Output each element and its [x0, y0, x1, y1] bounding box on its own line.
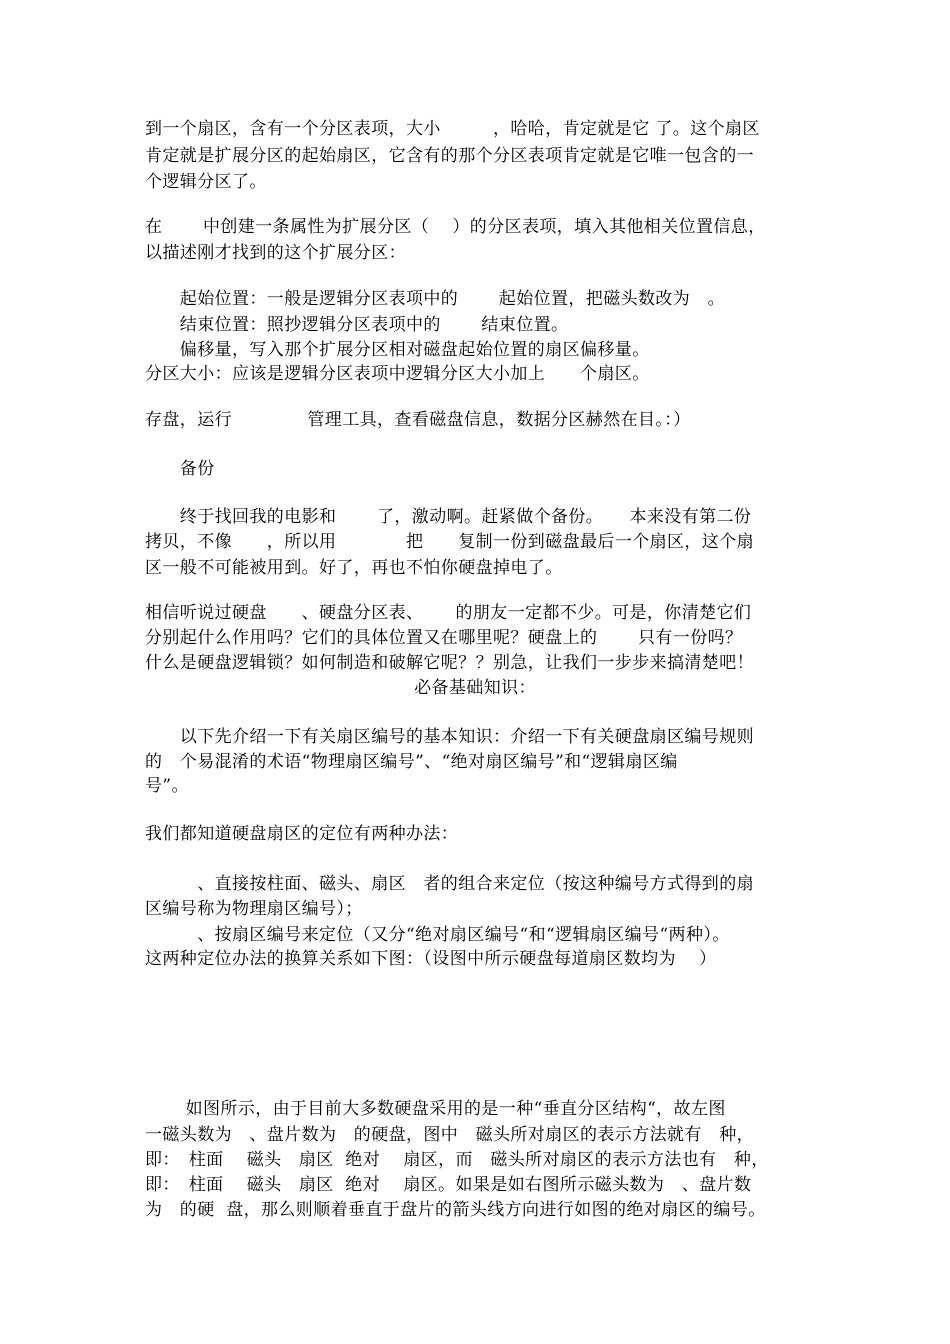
text-line: 在 中创建一条属性为扩展分区（ ）的分区表项，填入其他相关位置信息，: [145, 217, 766, 237]
text-line: 即： 柱面 磁头 扇区 绝对 扇区。如果是如右图所示磁头数为 、盘片数: [145, 1175, 752, 1195]
text-line: 号”。: [145, 776, 189, 796]
text-line: 区编号称为物理扇区编号）；: [145, 899, 363, 919]
text-line: 分别起什么作用吗？它们的具体位置又在哪里呢？硬盘上的 只有一份吗？: [145, 628, 743, 648]
text-line: 拷贝，不像 ，所以用 把 复制一份到磁盘最后一个扇区，这个扇: [145, 532, 754, 552]
text-line: 以描述刚才找到的这个扩展分区：: [145, 243, 406, 263]
text-line: 相信听说过硬盘 、硬盘分区表、 的朋友一定都不少。可是，你清楚它们: [145, 603, 752, 623]
text-line: 区一般不可能被用到。好了，再也不怕你硬盘掉电了。: [145, 558, 563, 578]
text-line: 一磁头数为 、盘片数为 的硬盘，图中 磁头所对扇区的表示方法就有 种，: [145, 1125, 754, 1145]
text-line: 、直接按柱面、磁头、扇区 者的组合来定位（按这种编号方式得到的扇: [145, 874, 754, 894]
text-line: 这两种定位办法的换算关系如下图：（设图中所示硬盘每道扇区数均为 ）: [145, 949, 717, 969]
text-line: 起始位置：一般是逻辑分区表项中的 起始位置，把磁头数改为 。: [145, 289, 726, 309]
text-line: 我们都知道硬盘扇区的定位有两种办法：: [145, 824, 459, 844]
section-heading: 备份: [145, 459, 215, 479]
text-line: 什么是硬盘逻辑锁？如何制造和破解它呢？？别急，让我们一步步来搞清楚吧！: [145, 653, 754, 673]
text-line: 终于找回我的电影和 了，激动啊。赶紧做个备份。 本来没有第二份: [145, 507, 752, 527]
text-line: 肯定就是扩展分区的起始扇区，它含有的那个分区表项肯定就是它唯一包含的一: [145, 146, 754, 166]
text-line: 如图所示，由于目前大多数硬盘采用的是一种“垂直分区结构“，故左图: [145, 1099, 726, 1119]
text-line: 即： 柱面 磁头 扇区 绝对 扇区，而 磁头所对扇区的表示方法也有 种，: [145, 1150, 769, 1170]
text-line: 个逻辑分区了。: [145, 172, 267, 192]
text-line: 偏移量，写入那个扩展分区相对磁盘起始位置的扇区偏移量。: [145, 340, 650, 360]
text-line: 为 的硬 盘，那么则顺着垂直于盘片的箭头线方向进行如图的绝对扇区的编号。: [145, 1200, 766, 1220]
text-line: 、按扇区编号来定位（又分“绝对扇区编号“和“逻辑扇区编号“两种）。: [145, 925, 730, 945]
section-heading-centered: 必备基础知识：: [414, 678, 536, 698]
text-line: 分区大小：应该是逻辑分区表项中逻辑分区大小加上 个扇区。: [145, 364, 650, 384]
text-line: 的 个易混淆的术语“物理扇区编号”、“绝对扇区编号”和“逻辑扇区编: [145, 752, 678, 772]
text-line: 存盘，运行 管理工具，查看磁盘信息，数据分区赫然在目。：）: [145, 410, 691, 430]
text-line: 到一个扇区，含有一个分区表项，大小 ，哈哈，肯定就是它 了。这个扇区: [145, 119, 760, 139]
text-line: 结束位置：照抄逻辑分区表项中的 结束位置。: [145, 315, 569, 335]
text-line: 以下先介绍一下有关扇区编号的基本知识：介绍一下有关硬盘扇区编号规则: [145, 727, 754, 747]
